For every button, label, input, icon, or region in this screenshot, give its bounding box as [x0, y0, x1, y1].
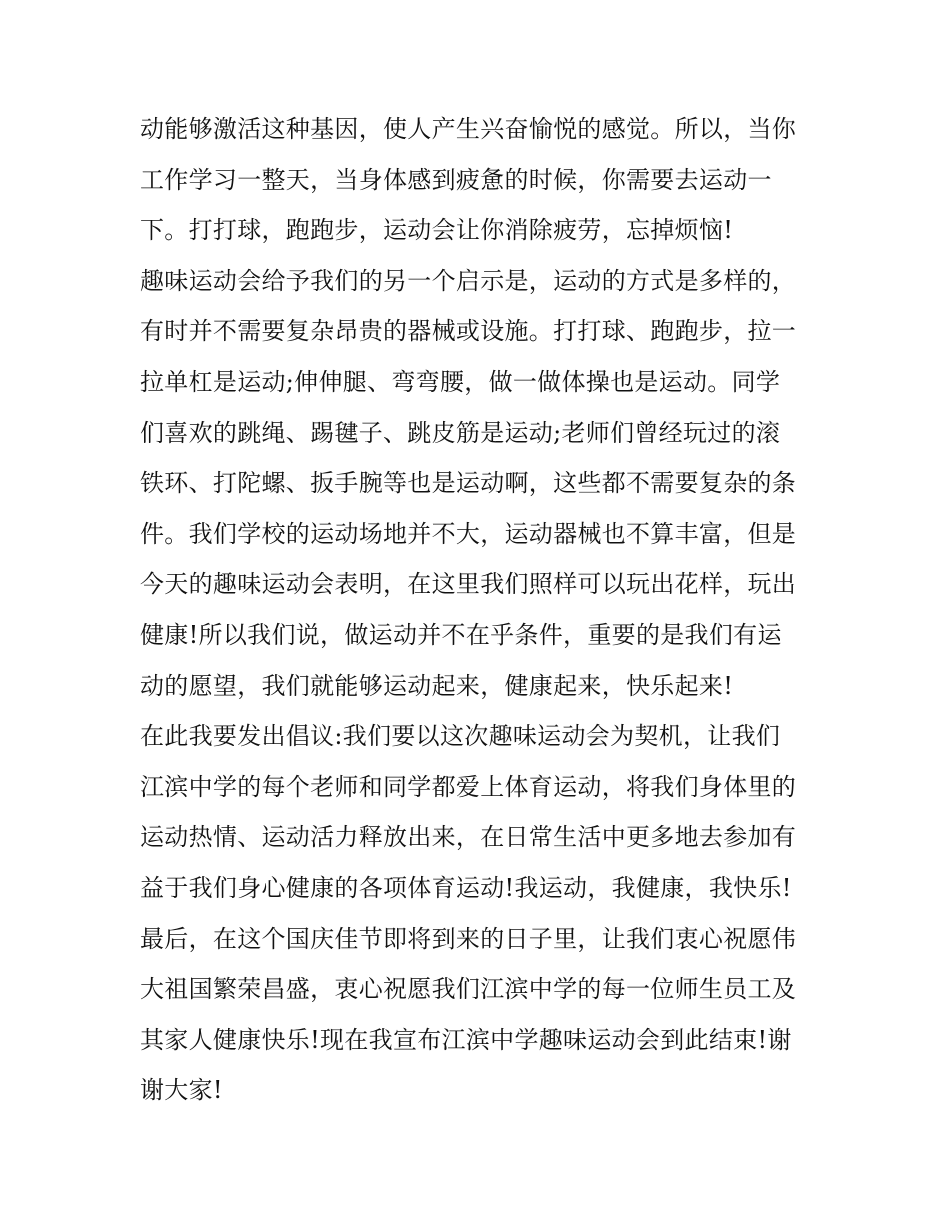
text-line: 下。打打球，跑跑步，运动会让你消除疲劳，忘掉烦恼!: [140, 216, 734, 245]
text-line: 们喜欢的跳绳、踢毽子、跳皮筋是运动;老师们曾经玩过的滚: [140, 418, 781, 447]
text-line: 有时并不需要复杂昂贵的器械或设施。打打球、跑跑步，拉一: [140, 317, 797, 346]
text-line: 最后，在这个国庆佳节即将到来的日子里，让我们衷心祝愿伟: [140, 924, 797, 953]
body-text: [140, 104, 820, 1116]
text-line: 运动热情、运动活力释放出来，在日常生活中更多地去参加有: [140, 823, 797, 852]
text-line: 件。我们学校的运动场地并不大，运动器械也不算丰富，但是: [140, 519, 797, 548]
text-line: 江滨中学的每个老师和同学都爱上体育运动，将我们身体里的: [140, 772, 797, 801]
text-line: 铁环、打陀螺、扳手腕等也是运动啊，这些都不需要复杂的条: [140, 469, 797, 498]
text-line: 益于我们身心健康的各项体育运动!我运动，我健康，我快乐!: [140, 873, 792, 902]
text-line: 在此我要发出倡议:我们要以这次趣味运动会为契机，让我们: [140, 722, 781, 751]
text-line: 谢大家!: [140, 1076, 223, 1105]
text-line: 动的愿望，我们就能够运动起来，健康起来，快乐起来!: [140, 671, 734, 700]
text-line: 趣味运动会给予我们的另一个启示是，运动的方式是多样的，: [140, 266, 797, 295]
text-line: 工作学习一整天，当身体感到疲惫的时候，你需要去运动一: [140, 165, 772, 194]
text-line: 大祖国繁荣昌盛，衷心祝愿我们江滨中学的每一位师生员工及: [140, 975, 797, 1004]
text-line: 健康!所以我们说，做运动并不在乎条件，重要的是我们有运: [140, 620, 782, 649]
text-line: 动能够激活这种基因，使人产生兴奋愉悦的感觉。所以，当你: [140, 115, 797, 143]
text-line: 其家人健康快乐!现在我宣布江滨中学趣味运动会到此结束!谢: [140, 1025, 792, 1054]
text-line: 今天的趣味运动会表明，在这里我们照样可以玩出花样，玩出: [140, 570, 797, 599]
text-line: 拉单杠是运动;伸伸腿、弯弯腰，做一做体操也是运动。同学: [140, 367, 781, 396]
